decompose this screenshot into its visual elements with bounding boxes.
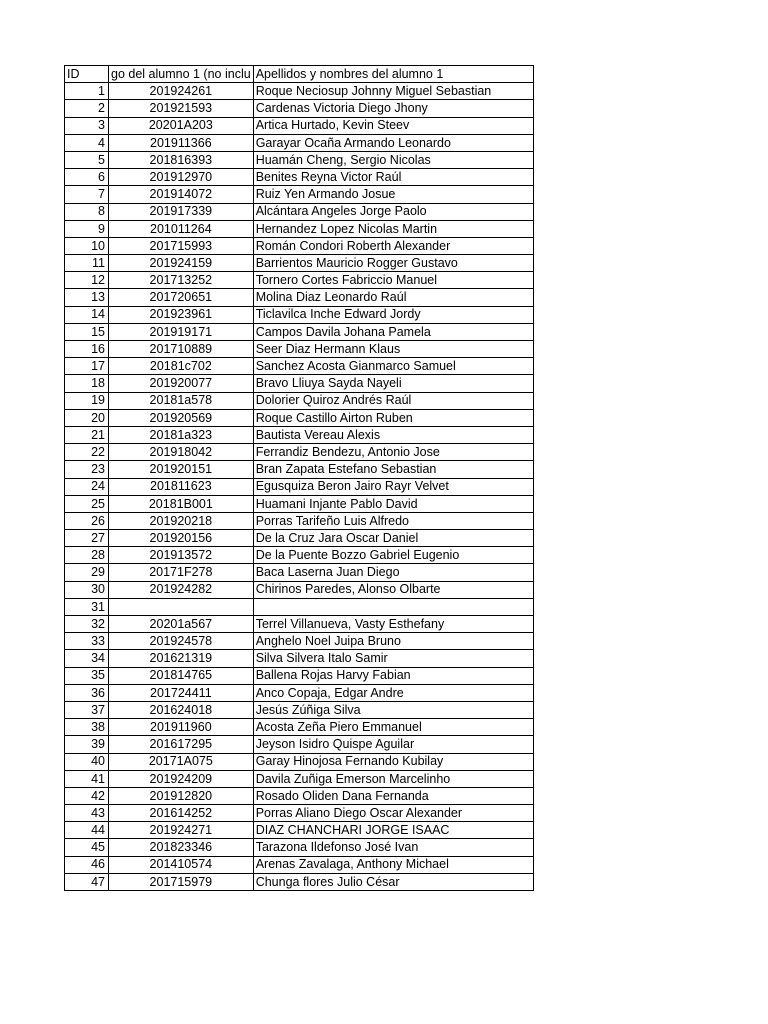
student-name-cell[interactable]: Baca Laserna Juan Diego — [253, 564, 533, 581]
student-name-cell[interactable]: Chunga flores Julio César — [253, 873, 533, 890]
row-id-cell[interactable]: 10 — [65, 237, 109, 254]
table-row — [65, 495, 534, 512]
table-row — [65, 134, 534, 151]
student-code-cell[interactable]: 201920077 — [109, 375, 254, 392]
row-id-cell[interactable]: 46 — [65, 856, 109, 873]
row-id-cell[interactable]: 27 — [65, 530, 109, 547]
student-code-cell[interactable]: 201614252 — [109, 805, 254, 822]
student-code-cell[interactable]: 201913572 — [109, 547, 254, 564]
row-id-cell[interactable]: 32 — [65, 616, 109, 633]
row-id-cell[interactable]: 38 — [65, 719, 109, 736]
student-name-cell[interactable]: De la Cruz Jara Oscar Daniel — [253, 530, 533, 547]
row-id-cell[interactable]: 15 — [65, 323, 109, 340]
student-code-cell[interactable]: 20201a567 — [109, 616, 254, 633]
row-id-cell[interactable]: 1 — [65, 83, 109, 100]
table-row — [65, 272, 534, 289]
table-row — [65, 461, 534, 478]
student-name-cell[interactable]: Chirinos Paredes, Alonso Olbarte — [253, 581, 533, 598]
table-row — [65, 478, 534, 495]
student-code-cell[interactable]: 201924209 — [109, 770, 254, 787]
row-id-cell[interactable]: 3 — [65, 117, 109, 134]
row-id-cell[interactable]: 21 — [65, 426, 109, 443]
table-row — [65, 856, 534, 873]
row-id-cell[interactable]: 42 — [65, 787, 109, 804]
student-name-cell[interactable]: Terrel Villanueva, Vasty Esthefany — [253, 616, 533, 633]
table-row — [65, 530, 534, 547]
row-id-cell[interactable]: 47 — [65, 873, 109, 890]
table-row — [65, 805, 534, 822]
row-id-cell[interactable]: 39 — [65, 736, 109, 753]
table-row — [65, 100, 534, 117]
table-row — [65, 598, 534, 615]
student-name-cell[interactable]: Cardenas Victoria Diego Jhony — [253, 100, 533, 117]
table-row — [65, 633, 534, 650]
table-row — [65, 151, 534, 168]
row-id-cell[interactable]: 22 — [65, 444, 109, 461]
row-id-cell[interactable]: 35 — [65, 667, 109, 684]
table-row — [65, 169, 534, 186]
row-id-cell[interactable]: 19 — [65, 392, 109, 409]
row-id-cell[interactable]: 4 — [65, 134, 109, 151]
student-code-cell[interactable]: 201713252 — [109, 272, 254, 289]
student-code-cell[interactable]: 201410574 — [109, 856, 254, 873]
student-name-cell[interactable]: DIAZ CHANCHARI JORGE ISAAC — [253, 822, 533, 839]
student-code-cell[interactable]: 201917339 — [109, 203, 254, 220]
student-code-cell[interactable]: 201914072 — [109, 186, 254, 203]
student-name-cell[interactable]: Davila Zuñiga Emerson Marcelinho — [253, 770, 533, 787]
student-code-cell[interactable]: 201924271 — [109, 822, 254, 839]
student-code-cell[interactable]: 201920569 — [109, 409, 254, 426]
student-code-cell[interactable]: 201715979 — [109, 873, 254, 890]
student-code-cell[interactable]: 201621319 — [109, 650, 254, 667]
student-code-cell[interactable]: 201921593 — [109, 100, 254, 117]
row-id-cell[interactable]: 44 — [65, 822, 109, 839]
table-row — [65, 426, 534, 443]
student-name-cell[interactable]: Bravo Lliuya Sayda Nayeli — [253, 375, 533, 392]
student-name-cell[interactable]: Artica Hurtado, Kevin Steev — [253, 117, 533, 134]
student-code-cell[interactable]: 201924282 — [109, 581, 254, 598]
table-row — [65, 220, 534, 237]
table-row — [65, 323, 534, 340]
row-id-cell[interactable]: 34 — [65, 650, 109, 667]
student-code-cell[interactable]: 201011264 — [109, 220, 254, 237]
student-code-cell[interactable]: 201724411 — [109, 684, 254, 701]
table-row — [65, 409, 534, 426]
student-name-cell[interactable]: Tornero Cortes Fabriccio Manuel — [253, 272, 533, 289]
student-code-cell[interactable]: 201814765 — [109, 667, 254, 684]
student-code-cell[interactable]: 201811623 — [109, 478, 254, 495]
table-row — [65, 203, 534, 220]
student-name-cell[interactable]: Seer Diaz Hermann Klaus — [253, 341, 533, 358]
student-name-cell[interactable]: Silva Silvera Italo Samir — [253, 650, 533, 667]
table-row — [65, 650, 534, 667]
student-name-cell[interactable]: Huamán Cheng, Sergio Nicolas — [253, 151, 533, 168]
student-name-cell[interactable]: Ruiz Yen Armando Josue — [253, 186, 533, 203]
student-code-cell[interactable]: 20201A203 — [109, 117, 254, 134]
row-id-cell[interactable]: 18 — [65, 375, 109, 392]
student-name-cell[interactable]: Rosado Oliden Dana Fernanda — [253, 787, 533, 804]
student-name-cell[interactable]: Roque Neciosup Johnny Miguel Sebastian — [253, 83, 533, 100]
row-id-cell[interactable]: 6 — [65, 169, 109, 186]
student-name-cell[interactable]: Bran Zapata Estefano Sebastian — [253, 461, 533, 478]
row-id-cell[interactable]: 12 — [65, 272, 109, 289]
student-name-cell[interactable]: Jesús Zúñiga Silva — [253, 701, 533, 718]
student-name-cell[interactable]: Benites Reyna Victor Raúl — [253, 169, 533, 186]
student-name-cell[interactable]: Campos Davila Johana Pamela — [253, 323, 533, 340]
row-id-cell[interactable]: 25 — [65, 495, 109, 512]
row-id-cell[interactable]: 24 — [65, 478, 109, 495]
student-table — [64, 65, 534, 891]
header-student-name[interactable]: Apellidos y nombres del alumno 1 — [253, 66, 533, 83]
table-row — [65, 736, 534, 753]
row-id-cell[interactable]: 7 — [65, 186, 109, 203]
table-row — [65, 117, 534, 134]
student-name-cell[interactable]: Alcántara Angeles Jorge Paolo — [253, 203, 533, 220]
student-name-cell[interactable]: Dolorier Quiroz Andrés Raúl — [253, 392, 533, 409]
table-body — [65, 83, 534, 891]
table-row — [65, 770, 534, 787]
row-id-cell[interactable]: 28 — [65, 547, 109, 564]
row-id-cell[interactable]: 29 — [65, 564, 109, 581]
table-row — [65, 873, 534, 890]
student-name-cell[interactable]: Roque Castillo Airton Ruben — [253, 409, 533, 426]
student-code-cell[interactable]: 201920156 — [109, 530, 254, 547]
row-id-cell[interactable]: 8 — [65, 203, 109, 220]
student-code-cell[interactable]: 20171F278 — [109, 564, 254, 581]
table-row — [65, 83, 534, 100]
student-name-cell[interactable]: Jeyson Isidro Quispe Aguilar — [253, 736, 533, 753]
student-code-cell[interactable]: 20181a323 — [109, 426, 254, 443]
table-row — [65, 306, 534, 323]
student-code-cell[interactable] — [109, 598, 254, 615]
student-name-cell[interactable]: Barrientos Mauricio Rogger Gustavo — [253, 255, 533, 272]
student-name-cell[interactable] — [253, 598, 533, 615]
student-code-cell[interactable]: 201816393 — [109, 151, 254, 168]
table-row — [65, 341, 534, 358]
student-name-cell[interactable]: Ferrandiz Bendezu, Antonio Jose — [253, 444, 533, 461]
row-id-cell[interactable]: 26 — [65, 512, 109, 529]
student-code-cell[interactable]: 201912970 — [109, 169, 254, 186]
row-id-cell[interactable]: 20 — [65, 409, 109, 426]
row-id-cell[interactable]: 41 — [65, 770, 109, 787]
student-name-cell[interactable]: Garay Hinojosa Fernando Kubilay — [253, 753, 533, 770]
student-code-cell[interactable]: 201920151 — [109, 461, 254, 478]
table-row — [65, 753, 534, 770]
row-id-cell[interactable]: 43 — [65, 805, 109, 822]
table-row — [65, 444, 534, 461]
student-name-cell[interactable]: Egusquiza Beron Jairo Rayr Velvet — [253, 478, 533, 495]
row-id-cell[interactable]: 14 — [65, 306, 109, 323]
row-id-cell[interactable]: 11 — [65, 255, 109, 272]
student-name-cell[interactable]: Tarazona Ildefonso José Ivan — [253, 839, 533, 856]
student-code-cell[interactable]: 20181B001 — [109, 495, 254, 512]
header-row — [65, 66, 534, 83]
student-name-cell[interactable]: Ballena Rojas Harvy Fabian — [253, 667, 533, 684]
student-code-cell[interactable]: 201920218 — [109, 512, 254, 529]
table-row — [65, 392, 534, 409]
student-code-cell[interactable]: 201715993 — [109, 237, 254, 254]
student-name-cell[interactable]: Porras Aliano Diego Oscar Alexander — [253, 805, 533, 822]
table-row — [65, 667, 534, 684]
table-row — [65, 375, 534, 392]
row-id-cell[interactable]: 16 — [65, 341, 109, 358]
student-code-cell[interactable]: 201919171 — [109, 323, 254, 340]
student-name-cell[interactable]: Acosta Zeña Piero Emmanuel — [253, 719, 533, 736]
student-name-cell[interactable]: Anghelo Noel Juipa Bruno — [253, 633, 533, 650]
table-row — [65, 839, 534, 856]
student-code-cell[interactable]: 201617295 — [109, 736, 254, 753]
row-id-cell[interactable]: 31 — [65, 598, 109, 615]
table-row — [65, 822, 534, 839]
student-code-cell[interactable]: 201720651 — [109, 289, 254, 306]
table-row — [65, 701, 534, 718]
row-id-cell[interactable]: 5 — [65, 151, 109, 168]
student-name-cell[interactable]: Porras Tarifeño Luis Alfredo — [253, 512, 533, 529]
row-id-cell[interactable]: 45 — [65, 839, 109, 856]
student-code-cell[interactable]: 20181c702 — [109, 358, 254, 375]
student-code-cell[interactable]: 20171A075 — [109, 753, 254, 770]
student-code-cell[interactable]: 201918042 — [109, 444, 254, 461]
student-name-cell[interactable]: Hernandez Lopez Nicolas Martin — [253, 220, 533, 237]
row-id-cell[interactable]: 33 — [65, 633, 109, 650]
student-code-cell[interactable]: 201911366 — [109, 134, 254, 151]
row-id-cell[interactable]: 36 — [65, 684, 109, 701]
table-row — [65, 581, 534, 598]
table-row — [65, 186, 534, 203]
student-name-cell[interactable]: Garayar Ocaña Armando Leonardo — [253, 134, 533, 151]
table-row — [65, 358, 534, 375]
row-id-cell[interactable]: 37 — [65, 701, 109, 718]
student-code-cell[interactable]: 201624018 — [109, 701, 254, 718]
student-name-cell[interactable]: De la Puente Bozzo Gabriel Eugenio — [253, 547, 533, 564]
student-code-cell[interactable]: 201823346 — [109, 839, 254, 856]
table-row — [65, 616, 534, 633]
student-code-cell[interactable]: 201924159 — [109, 255, 254, 272]
student-name-cell[interactable]: Ticlavilca Inche Edward Jordy — [253, 306, 533, 323]
row-id-cell[interactable]: 2 — [65, 100, 109, 117]
student-code-cell[interactable]: 201923961 — [109, 306, 254, 323]
student-code-cell[interactable]: 201911960 — [109, 719, 254, 736]
row-id-cell[interactable]: 17 — [65, 358, 109, 375]
student-code-cell[interactable]: 201924578 — [109, 633, 254, 650]
student-code-cell[interactable]: 201924261 — [109, 83, 254, 100]
student-name-cell[interactable]: Molina Diaz Leonardo Raúl — [253, 289, 533, 306]
table-row — [65, 547, 534, 564]
table-row — [65, 512, 534, 529]
table-row — [65, 684, 534, 701]
header-id[interactable]: ID — [65, 66, 109, 83]
student-code-cell[interactable]: 201912820 — [109, 787, 254, 804]
row-id-cell[interactable]: 23 — [65, 461, 109, 478]
table-row — [65, 787, 534, 804]
student-code-cell[interactable]: 20181a578 — [109, 392, 254, 409]
table-row — [65, 719, 534, 736]
row-id-cell[interactable]: 40 — [65, 753, 109, 770]
row-id-cell[interactable]: 9 — [65, 220, 109, 237]
row-id-cell[interactable]: 30 — [65, 581, 109, 598]
student-name-cell[interactable]: Huamani Injante Pablo David — [253, 495, 533, 512]
student-name-cell[interactable]: Arenas Zavalaga, Anthony Michael — [253, 856, 533, 873]
student-name-cell[interactable]: Anco Copaja, Edgar Andre — [253, 684, 533, 701]
student-code-cell[interactable]: 201710889 — [109, 341, 254, 358]
table-row — [65, 289, 534, 306]
table-row — [65, 237, 534, 254]
student-name-cell[interactable]: Sanchez Acosta Gianmarco Samuel — [253, 358, 533, 375]
table-row — [65, 255, 534, 272]
student-name-cell[interactable]: Bautista Vereau Alexis — [253, 426, 533, 443]
row-id-cell[interactable]: 13 — [65, 289, 109, 306]
header-student-code[interactable]: go del alumno 1 (no inclu — [109, 66, 254, 83]
table-row — [65, 564, 534, 581]
student-name-cell[interactable]: Román Condori Roberth Alexander — [253, 237, 533, 254]
